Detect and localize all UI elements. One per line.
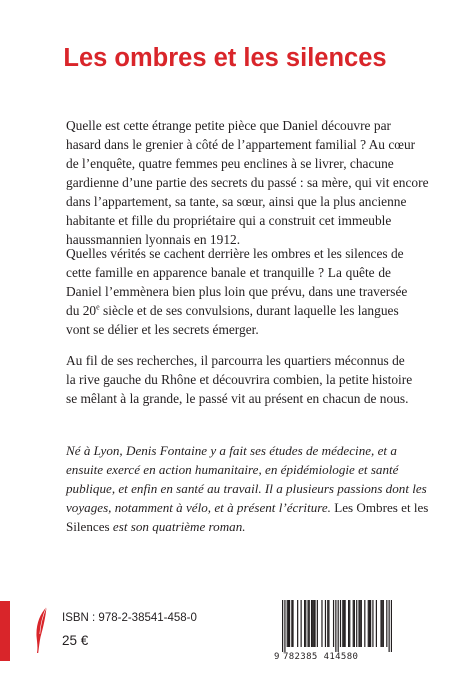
superscript: e: [96, 302, 100, 312]
barcode-bar: [348, 600, 349, 647]
text-line: publique, et enfin en santé au travail. Il a plusieurs passions dont les: [66, 481, 427, 496]
ean-barcode: [274, 600, 398, 664]
barcode-bars: [282, 600, 392, 652]
barcode-bar: [292, 600, 293, 647]
barcode-bar: [376, 600, 377, 647]
barcode-bar: [325, 600, 326, 647]
text-line: hasard dans le grenier à côté de l’appartement familial ? Au cœur: [66, 137, 416, 152]
barcode-bar: [317, 600, 318, 647]
barcode-bar: [358, 600, 359, 647]
barcode-bar: [333, 600, 334, 647]
text-fragment: voyages, notamment à vélo, et à présent l’écriture.: [66, 500, 331, 515]
barcode-bar: [307, 600, 308, 647]
barcode-bar: [342, 600, 343, 647]
barcode-bar: [343, 600, 344, 647]
barcode-bar: [305, 600, 306, 647]
text-line: [66, 498, 429, 517]
barcode-digits: [274, 652, 398, 662]
barcode-bar: [391, 600, 392, 652]
red-edge-bar: [0, 601, 10, 661]
barcode-bar: [340, 600, 341, 647]
barcode-bar: [297, 600, 298, 647]
barcode-bar: [321, 600, 322, 647]
barcode-bar: [312, 600, 313, 647]
barcode-bar: [327, 600, 328, 647]
barcode-bar: [289, 600, 290, 647]
barcode-bar: [328, 600, 329, 647]
barcode-bar: [360, 600, 361, 647]
text-line: de l’enquête, quatre femmes peu enclines à se livrer, chacune: [66, 156, 394, 171]
barcode-bar: [288, 600, 289, 647]
barcode-bar: [370, 600, 371, 647]
barcode-bar: [301, 600, 302, 647]
text-line: [66, 301, 399, 320]
barcode-bar: [382, 600, 383, 647]
barcode-bar: [284, 600, 285, 652]
barcode-bar: [335, 600, 336, 652]
price-label: 25 €: [62, 633, 89, 648]
text-line: Daniel l’emmènera bien plus loin que prévu, dans une traversée: [66, 284, 408, 299]
text-fragment: est son quatrième roman.: [109, 519, 246, 534]
text-line: [66, 517, 391, 536]
synopsis-paragraph-3: [66, 351, 413, 408]
text-fragment: Les Ombres et les: [330, 500, 429, 515]
barcode-bar: [314, 600, 315, 647]
barcode-bar: [304, 600, 305, 647]
text-line: Quelle est cette étrange petite pièce que Daniel découvre par: [66, 118, 391, 133]
barcode-first-digit: 9: [274, 652, 280, 662]
red-quill-icon: [34, 606, 48, 654]
barcode-bar: [383, 600, 384, 647]
barcode-bar: [380, 600, 381, 647]
synopsis-paragraph-2: [66, 244, 408, 339]
text-line: vont se délier et les secrets émerger.: [66, 322, 259, 337]
barcode-bar: [345, 600, 346, 647]
barcode-bar: [349, 600, 350, 647]
text-line: haussmannien lyonnais en 1912.: [66, 232, 241, 247]
barcode-bar: [369, 600, 370, 647]
text-line: Au fil de ses recherches, il parcourra les quartiers méconnus de: [66, 353, 405, 368]
text-fragment: du 20: [66, 303, 97, 318]
text-line: Quelles vérités se cachent derrière les ombres et les silences de: [66, 246, 404, 261]
barcode-bar: [356, 600, 357, 647]
text-line: la rive gauche du Rhône et découvrira combien, la petite histoire: [66, 372, 413, 387]
text-fragment: siècle et de ses convulsions, durant laquelle les langues: [99, 303, 399, 318]
barcode-group-left: 782385: [283, 652, 318, 662]
barcode-bar: [364, 600, 365, 647]
barcode-bar: [354, 600, 355, 647]
author-bio: [66, 441, 429, 536]
barcode-bar: [313, 600, 314, 647]
text-line: cette famille en apparence banale et tranquille ? La quête de: [66, 265, 391, 280]
text-line: ensuite exercé en action humanitaire, en épidémiologie et santé: [66, 462, 399, 477]
text-line: gardienne d’une partie des secrets du passé : sa mère, qui vit encore: [66, 175, 429, 190]
isbn-label: ISBN : 978-2-38541-458-0: [62, 612, 197, 624]
text-line: habitante et fille du propriétaire qui a construit cet immeuble: [66, 213, 392, 228]
barcode-bar: [386, 600, 387, 647]
barcode-bar: [389, 600, 390, 652]
text-line: se mêlant à la grande, le passé vit au présent en chacun de nous.: [66, 391, 409, 406]
barcode-bar: [353, 600, 354, 647]
barcode-bar: [368, 600, 369, 647]
barcode-bar: [361, 600, 362, 647]
barcode-bar: [291, 600, 292, 647]
book-title: Les ombres et les silences: [63, 44, 387, 72]
barcode-bar: [309, 600, 310, 647]
synopsis-paragraph-1: [66, 116, 429, 249]
barcode-group-right: 414580: [323, 652, 359, 662]
barcode-bar: [338, 600, 339, 652]
barcode-bar: [311, 600, 312, 647]
barcode-bar: [287, 600, 288, 647]
text-fragment: Silences: [66, 519, 110, 534]
barcode-bar: [372, 600, 373, 647]
text-line: Né à Lyon, Denis Fontaine y a fait ses études de médecine, et a: [66, 443, 397, 458]
barcode-bar: [282, 600, 283, 652]
text-line: dans l’appartement, sa tante, sa sœur, ainsi que la plus ancienne: [66, 194, 407, 209]
